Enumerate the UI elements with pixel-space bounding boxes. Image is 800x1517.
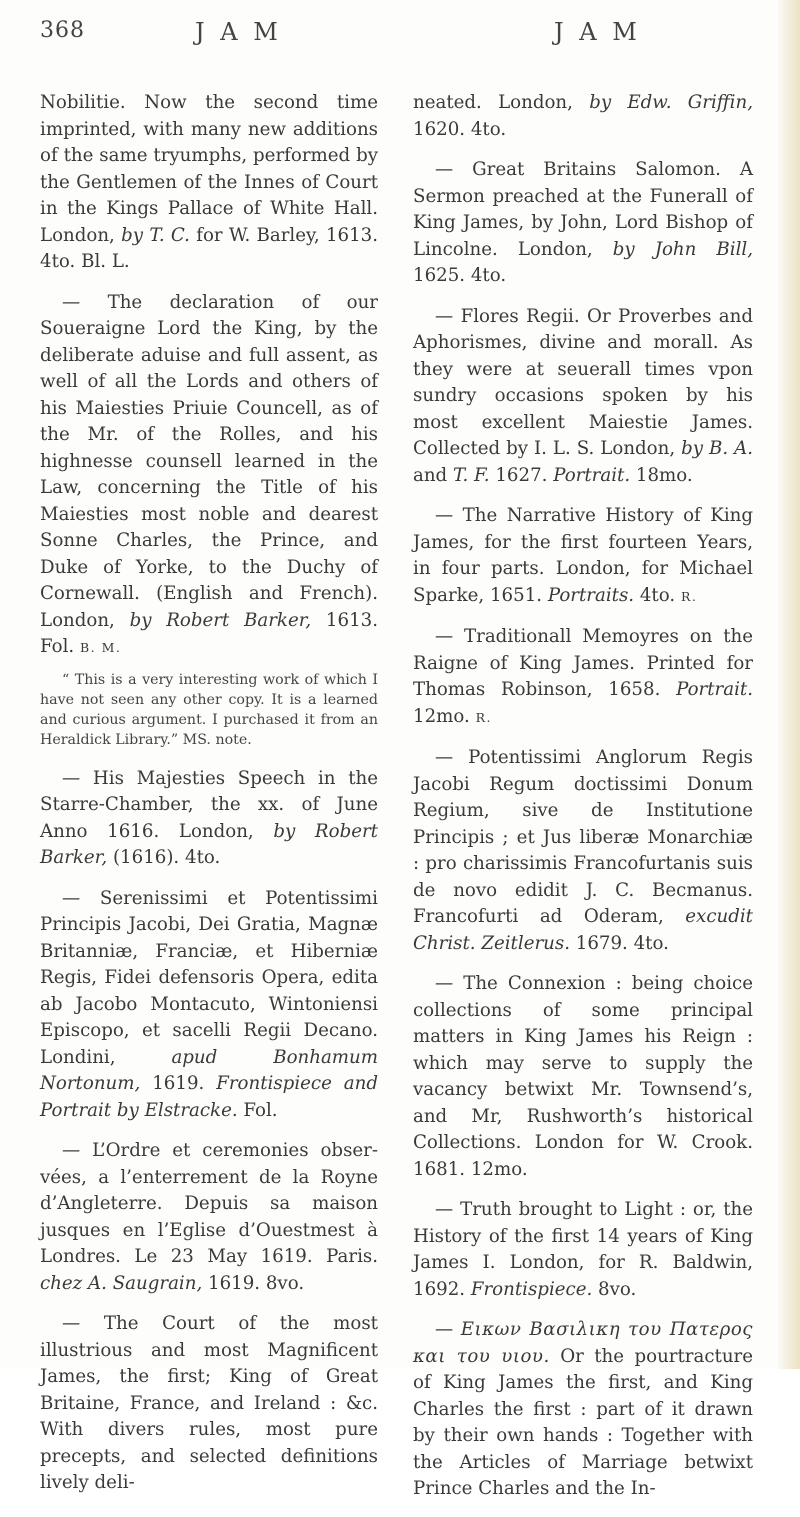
entry-format: 4to. <box>634 584 681 606</box>
entry-narrative <box>413 503 753 610</box>
entry-imprint: 1620. 4to. <box>413 118 507 140</box>
entry-court <box>40 1311 378 1497</box>
entry-ordre <box>40 1138 378 1297</box>
entry-publisher: by Edw. Griffin, <box>589 92 753 113</box>
location-mark: B. M. <box>79 640 122 655</box>
entry-imprint: 1625. 4to. <box>413 265 507 286</box>
entry-text: — L’Ordre et ceremonies obser-vées, a l’enterrement de la Royne d’Angleterre. Depuis sa maison jusques en l’Eglise d’Ouestmest à Londres. Le 23 May 1619. Paris. <box>40 1140 378 1267</box>
entry-format: 18mo. <box>630 464 693 486</box>
entry-publisher: by T. C. <box>121 224 190 246</box>
entry-publisher-second: T. F. <box>452 464 490 486</box>
left-column <box>40 90 378 1511</box>
entry-nobilitie <box>40 90 378 276</box>
entry-connexion <box>413 971 753 1183</box>
entry-format: Fol. <box>237 1099 278 1121</box>
entry-illustration: Portraits. <box>547 584 635 606</box>
running-head-left: J A M <box>195 18 282 46</box>
location-mark: R. <box>680 588 698 604</box>
entry-illustration: Frontispiece. <box>470 1278 593 1300</box>
entry-memoyres <box>413 624 753 731</box>
entry-dash: — <box>435 1319 461 1340</box>
entry-opera <box>40 886 378 1125</box>
entry-publisher: chez A. Saugrain, <box>40 1272 203 1294</box>
entry-text: Or the pourtracture of King James the first, and King Charles the first : part of it drawn by their own hands : Together with the Articles of Marriage betwixt Prince Charles and the In- <box>413 1345 753 1499</box>
entry-donum-regium <box>413 745 753 957</box>
entry-court-continued <box>413 90 753 143</box>
location-mark: R. <box>475 709 492 725</box>
entry-text: neated. London, <box>413 92 590 113</box>
entry-text: — Traditionall Memoyres on the Raigne of King James. Printed for Thomas Robinson, 1658. <box>413 626 753 700</box>
running-header <box>0 18 800 58</box>
entry-imprint: 1613. Fol. <box>40 609 378 657</box>
entry-imprint: 1679. 4to. <box>569 932 669 954</box>
entry-imprint: for W. Barley, 1613. 4to. Bl. L. <box>40 224 379 272</box>
entry-publisher: by Robert Barker, <box>129 609 312 631</box>
entry-format: 8vo. <box>592 1278 637 1300</box>
entry-illustration: Portrait. <box>553 464 631 486</box>
entry-publisher: excudit Christ. Zeitlerus. <box>413 906 753 954</box>
page-edge <box>778 0 800 1369</box>
entry-imprint: 1619. <box>140 1073 217 1094</box>
entry-text: — Potentissimi Anglorum Regis Jacobi Regum doctissimi Donum Regium, sive de Institutione Principis ; et Jus liberæ Monarchiæ : pro charissimis Francofurtanis suis de novo edidit J. C. Becmanus. Francofurti ad Oderam, <box>413 747 753 927</box>
entry-publisher: by John Bill, <box>612 238 753 260</box>
entry-text: — Serenissimi et Potentissimi Principis Jacobi, Dei Gratia, Magnæ Britanniæ, Franciæ, et Hiberniæ Regis, Fidei defensoris Opera, edita ab Jacobo Montacuto, Wintoniensi Episcopo, et sacelli Regii Decano. Londini, <box>40 887 378 1068</box>
entry-publisher: by B. A. <box>681 438 753 459</box>
entry-conjunction: and <box>413 464 453 486</box>
entry-flores <box>413 304 753 490</box>
entry-text: — Flores Regii. Or Proverbes and Aphorismes, divine and morall. As they were at seuerall times vpon sundry occasions spoken by his most excellent Maiestie James. Collected by I. L. S. London, <box>413 305 753 459</box>
entry-text: — His Majesties Speech in the Starre-Chamber, the xx. of June Anno 1616. London, <box>40 767 378 842</box>
entry-imprint: (1616). 4to. <box>107 847 221 868</box>
entry-text: — Truth brought to Light : or, the History of the first 14 years of King James I. London, for R. Baldwin, 1692. <box>413 1199 753 1300</box>
entry-declaration <box>40 290 378 662</box>
entry-salomon <box>413 157 753 290</box>
entry-imprint: 1627. <box>489 464 554 486</box>
page-number: 368 <box>40 18 85 43</box>
entry-speech <box>40 766 378 872</box>
right-column <box>413 90 753 1517</box>
entry-publisher: apud Bonhamum Nortonum, <box>40 1046 378 1094</box>
entry-illustration: Frontispiece and Portrait by Elstracke. <box>40 1073 378 1121</box>
entry-text: — The Narrative History of King James, for the first fourteen Years, in four parts. London, for Michael Sparke, 1651. <box>413 505 753 606</box>
entry-illustration: Portrait. <box>676 679 753 700</box>
entry-format: 12mo. <box>413 705 476 727</box>
running-head-right: J A M <box>554 18 641 46</box>
entry-publisher: by Robert Barker, <box>40 820 378 868</box>
greek-title: Εικων Βασιλικη του Πατερος και του υιου. <box>413 1319 753 1367</box>
entry-text: — The Connexion : being choice collections of some principal matters in King James his Reign : which may serve to supply the vacancy betwixt Mr. Townsend’s, and Mr, Rushworth’s historical Collections. London for W. Crook. 1681. 12mo. <box>413 973 753 1180</box>
entry-imprint: 1619. 8vo. <box>202 1272 305 1294</box>
entry-text: — Great Britains Salomon. A Sermon preached at the Funerall of King James, by John, Lord Bishop of Lincolne. London, <box>413 159 753 260</box>
entry-text: Nobilitie. Now the second time imprinted, with many new additions of the same tryumphs, performed by the Gentlemen of the Innes of Court in the Kings Pallace of White Hall. London, <box>40 92 378 246</box>
entry-text: — The Court of the most illustrious and most Magnificent James, the first; King of Great Britaine, France, and Ireland : &c. With divers rules, most pure precepts, and selected definitions lively deli- <box>40 1313 378 1493</box>
entry-eikon <box>413 1317 753 1503</box>
entry-truth <box>413 1197 753 1303</box>
entry-text: — The declaration of our Soueraigne Lord the King, by the deliberate aduise and full assent, as well of all the Lords and others of his Maiesties Priuie Councell, as of the Mr. of the Rolles, and his highnesse counsell learned in the Law, concerning the Title of his Maiesties most noble and dearest Sonne Charles, the Prince, and Duke of Yorke, to the Duchy of Cornewall. (English and French). London, <box>40 291 378 631</box>
manuscript-note: “ This is a very interesting work of which I have not seen any other copy. It is a learned and curious argument. I purchased it from an Heraldick Library.” MS. note. <box>40 671 378 748</box>
